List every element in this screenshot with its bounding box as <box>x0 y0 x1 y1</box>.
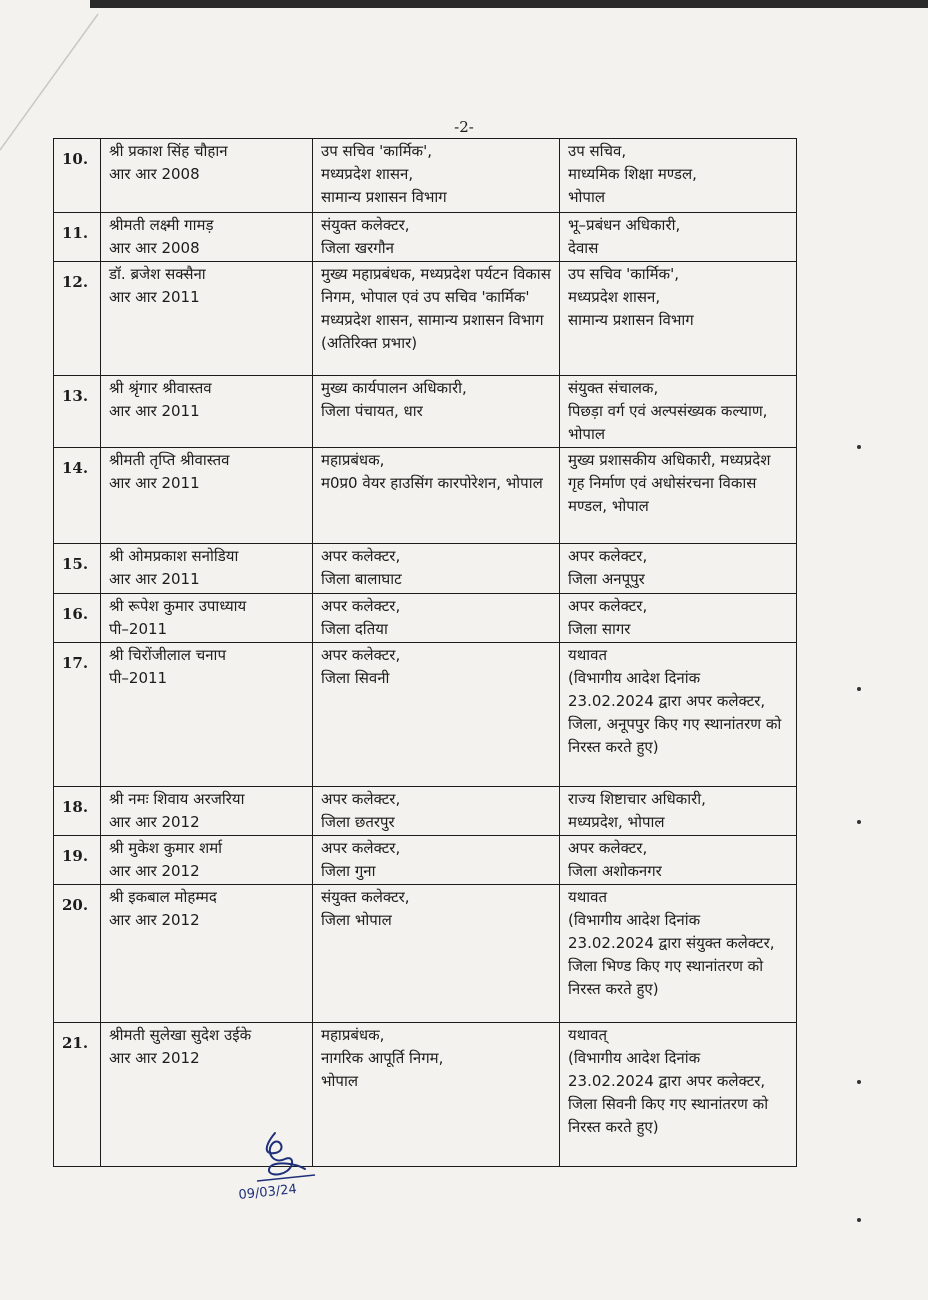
current-posting-cell: अपर कलेक्टर, जिला बालाघाट <box>313 544 560 594</box>
serial-number-cell: 14. <box>54 448 101 544</box>
table-row <box>54 376 797 448</box>
current-posting-cell: मुख्य महाप्रबंधक, मध्यप्रदेश पर्यटन विकास निगम, भोपाल एवं उप सचिव 'कार्मिक' मध्यप्रदेश शासन, सामान्य प्रशासन विभाग (अतिरिक्त प्रभार) <box>313 262 560 376</box>
table-row <box>54 885 797 1023</box>
current-posting-cell: अपर कलेक्टर, जिला छतरपुर <box>313 787 560 836</box>
table-row <box>54 213 797 262</box>
serial-number-cell: 12. <box>54 262 101 376</box>
serial-number-cell: 21. <box>54 1023 101 1167</box>
transfer-table <box>53 138 797 1167</box>
officer-name-cell: श्री मुकेश कुमार शर्मा आर आर 2012 <box>101 836 313 885</box>
serial-number-cell: 13. <box>54 376 101 448</box>
signature <box>235 1125 345 1210</box>
officer-name-cell: श्री ओमप्रकाश सनोडिया आर आर 2011 <box>101 544 313 594</box>
officer-name-cell: श्री रूपेश कुमार उपाध्याय पी–2011 <box>101 594 313 643</box>
new-posting-cell: अपर कलेक्टर, जिला अशोकनगर <box>560 836 797 885</box>
table-row <box>54 544 797 594</box>
officer-name-cell: श्रीमती तृप्ति श्रीवास्तव आर आर 2011 <box>101 448 313 544</box>
margin-mark <box>857 1080 861 1084</box>
serial-number-cell: 17. <box>54 643 101 787</box>
table-row <box>54 139 797 213</box>
new-posting-cell: यथावत (विभागीय आदेश दिनांक 23.02.2024 द्वारा संयुक्त कलेक्टर, जिला भिण्ड किए गए स्थानांतरण को निरस्त करते हुए) <box>560 885 797 1023</box>
serial-number-cell: 11. <box>54 213 101 262</box>
serial-number-cell: 10. <box>54 139 101 213</box>
current-posting-cell: मुख्य कार्यपालन अधिकारी, जिला पंचायत, धार <box>313 376 560 448</box>
current-posting-cell: संयुक्त कलेक्टर, जिला खरगौन <box>313 213 560 262</box>
officer-name-cell: श्री श्रृंगार श्रीवास्तव आर आर 2011 <box>101 376 313 448</box>
new-posting-cell: मुख्य प्रशासकीय अधिकारी, मध्यप्रदेश गृह निर्माण एवं अधोसंरचना विकास मण्डल, भोपाल <box>560 448 797 544</box>
new-posting-cell: यथावत् (विभागीय आदेश दिनांक 23.02.2024 द्वारा अपर कलेक्टर, जिला सिवनी किए गए स्थानांतरण को निरस्त करते हुए) <box>560 1023 797 1167</box>
table-body <box>54 139 797 1167</box>
officer-name-cell: श्री प्रकाश सिंह चौहान आर आर 2008 <box>101 139 313 213</box>
new-posting-cell: अपर कलेक्टर, जिला सागर <box>560 594 797 643</box>
page-number: -2- <box>454 118 474 136</box>
officer-name-cell: डॉ. ब्रजेश सक्सैना आर आर 2011 <box>101 262 313 376</box>
current-posting-cell: महाप्रबंधक, म0प्र0 वेयर हाउसिंग कारपोरेशन, भोपाल <box>313 448 560 544</box>
current-posting-cell: अपर कलेक्टर, जिला गुना <box>313 836 560 885</box>
new-posting-cell: उप सचिव, माध्यमिक शिक्षा मण्डल, भोपाल <box>560 139 797 213</box>
current-posting-cell: महाप्रबंधक, नागरिक आपूर्ति निगम, भोपाल <box>313 1023 560 1167</box>
serial-number-cell: 18. <box>54 787 101 836</box>
new-posting-cell: अपर कलेक्टर, जिला अनपूपुर <box>560 544 797 594</box>
new-posting-cell: यथावत (विभागीय आदेश दिनांक 23.02.2024 द्वारा अपर कलेक्टर, जिला, अनूपपुर किए गए स्थानांतरण को निरस्त करते हुए) <box>560 643 797 787</box>
officer-name-cell: श्रीमती सुलेखा सुदेश उईके आर आर 2012 <box>101 1023 313 1167</box>
serial-number-cell: 19. <box>54 836 101 885</box>
current-posting-cell: अपर कलेक्टर, जिला सिवनी <box>313 643 560 787</box>
margin-mark <box>857 687 861 691</box>
paper-fold-line <box>0 0 928 160</box>
new-posting-cell: उप सचिव 'कार्मिक', मध्यप्रदेश शासन, सामान्य प्रशासन विभाग <box>560 262 797 376</box>
serial-number-cell: 16. <box>54 594 101 643</box>
table-row <box>54 643 797 787</box>
current-posting-cell: अपर कलेक्टर, जिला दतिया <box>313 594 560 643</box>
officer-name-cell: श्रीमती लक्ष्मी गामड़ आर आर 2008 <box>101 213 313 262</box>
table-row <box>54 594 797 643</box>
officer-name-cell: श्री नमः शिवाय अरजरिया आर आर 2012 <box>101 787 313 836</box>
margin-mark <box>857 445 861 449</box>
table-row <box>54 448 797 544</box>
current-posting-cell: उप सचिव 'कार्मिक', मध्यप्रदेश शासन, सामान्य प्रशासन विभाग <box>313 139 560 213</box>
table-row <box>54 787 797 836</box>
officer-name-cell: श्री इकबाल मोहम्मद आर आर 2012 <box>101 885 313 1023</box>
table-row <box>54 1023 797 1167</box>
margin-mark <box>857 820 861 824</box>
officer-name-cell: श्री चिरोंजीलाल चनाप पी–2011 <box>101 643 313 787</box>
serial-number-cell: 15. <box>54 544 101 594</box>
margin-mark <box>857 1218 861 1222</box>
table-row <box>54 836 797 885</box>
table-row <box>54 262 797 376</box>
signature-date: 09/03/24 <box>237 1181 298 1203</box>
serial-number-cell: 20. <box>54 885 101 1023</box>
new-posting-cell: भू–प्रबंधन अधिकारी, देवास <box>560 213 797 262</box>
new-posting-cell: राज्य शिष्टाचार अधिकारी, मध्यप्रदेश, भोपाल <box>560 787 797 836</box>
new-posting-cell: संयुक्त संचालक, पिछड़ा वर्ग एवं अल्पसंख्यक कल्याण, भोपाल <box>560 376 797 448</box>
current-posting-cell: संयुक्त कलेक्टर, जिला भोपाल <box>313 885 560 1023</box>
